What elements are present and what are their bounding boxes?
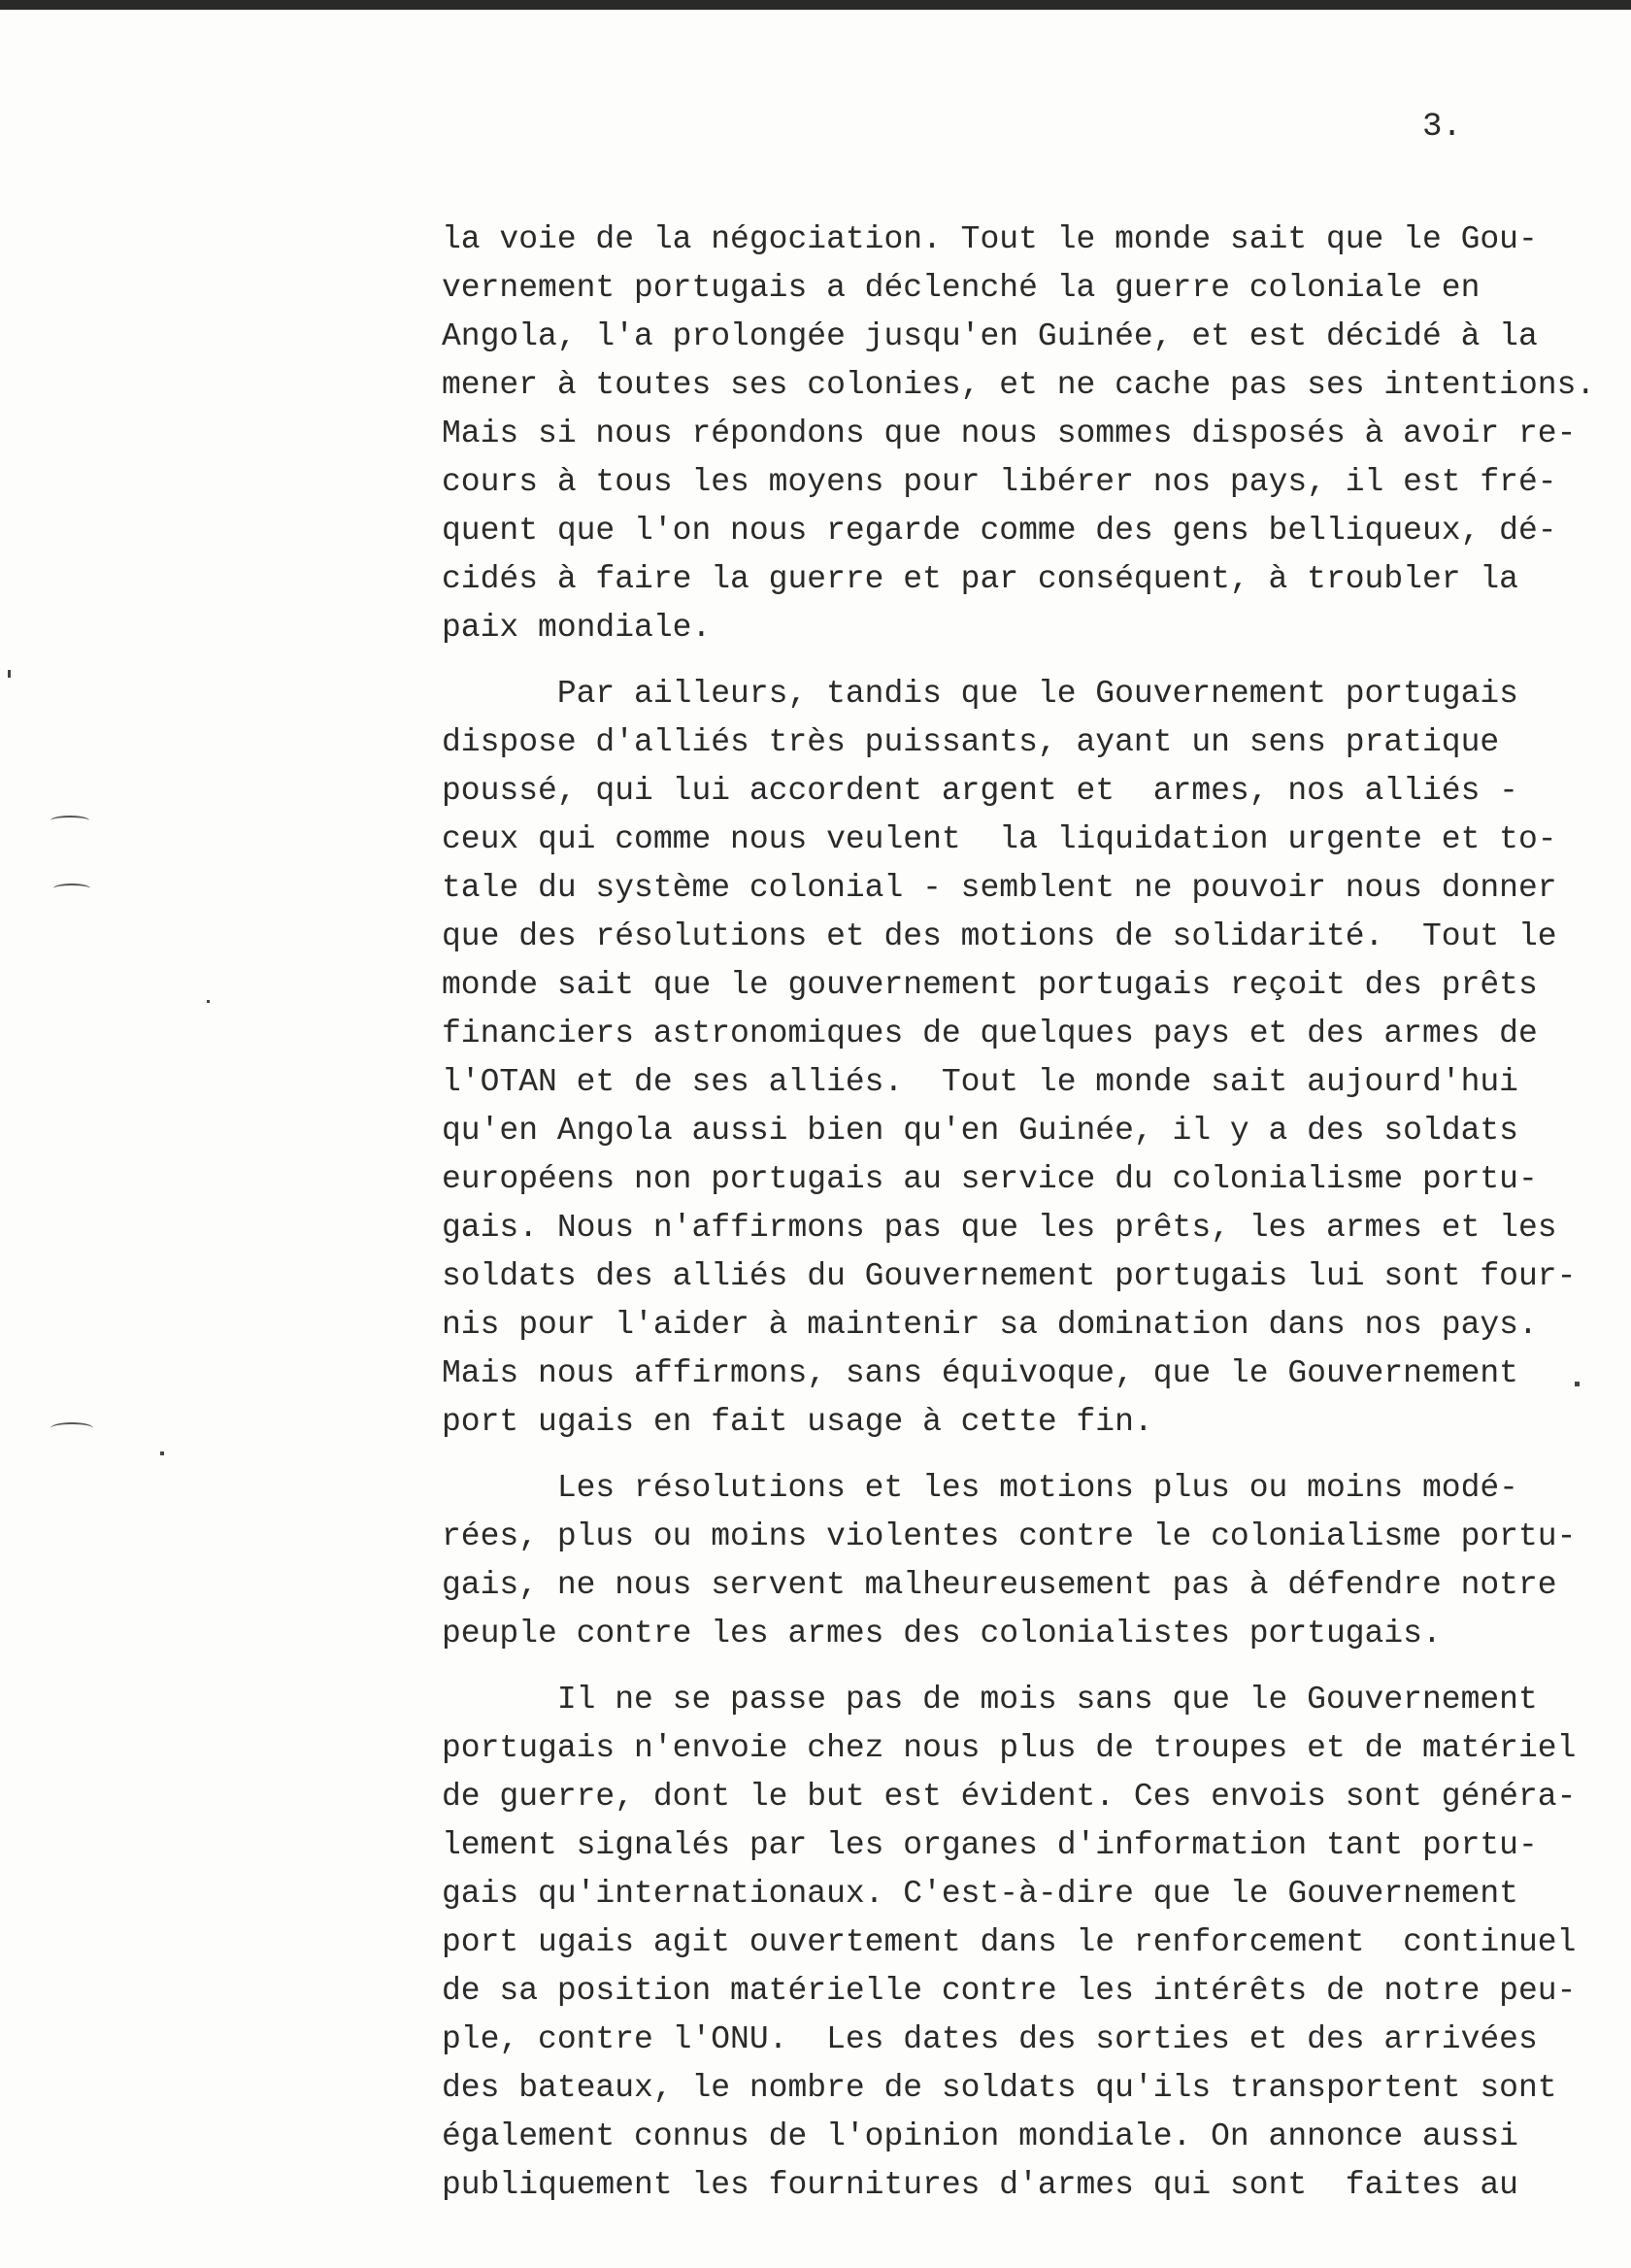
text-line: des bateaux, le nombre de soldats qu'ils transportent sont — [442, 2070, 1557, 2106]
text-line: portugais n'envoie chez nous plus de troupes et de matériel — [442, 1730, 1577, 1766]
text-line: rées, plus ou moins violentes contre le colonialisme portu- — [442, 1518, 1577, 1554]
text-line: la voie de la négociation. Tout le monde sait que le Gou- — [442, 221, 1538, 257]
paragraph — [442, 670, 1607, 1447]
text-line: Il ne se passe pas de mois sans que le Gouvernement — [442, 1682, 1538, 1718]
text-line: mener à toutes ses colonies, et ne cache pas ses intentions. — [442, 367, 1596, 403]
text-line: tale du système colonial - semblent ne pouvoir nous donner — [442, 870, 1557, 906]
text-line: Les résolutions et les motions plus ou moins modé- — [442, 1470, 1518, 1506]
text-line: européens non portugais au service du colonialisme portu- — [442, 1161, 1538, 1197]
text-line: gais qu'internationaux. C'est-à-dire que le Gouvernement — [442, 1876, 1518, 1912]
paragraph-gap — [442, 1447, 1607, 1464]
scan-mark — [50, 1422, 93, 1434]
text-line: monde sait que le gouvernement portugais reçoit des prêts — [442, 967, 1538, 1003]
paragraph-gap — [442, 652, 1607, 670]
scan-mark — [53, 884, 90, 893]
text-line: peuple contre les armes des colonialistes portugais. — [442, 1616, 1442, 1651]
text-line: de sa position matérielle contre les intérêts de notre peu- — [442, 1973, 1577, 2009]
paragraph — [442, 1676, 1607, 2210]
paragraph — [442, 216, 1607, 652]
paragraph-gap — [442, 1658, 1607, 1676]
text-line: gais, ne nous servent malheureusement pas à défendre notre — [442, 1567, 1557, 1603]
scan-mark — [50, 816, 89, 825]
document-body — [442, 216, 1607, 2210]
text-line: quent que l'on nous regarde comme des gens belliqueux, dé- — [442, 513, 1557, 549]
text-line: Mais nous affirmons, sans équivoque, que le Gouvernement — [442, 1355, 1518, 1391]
text-line: ceux qui comme nous veulent la liquidation urgente et to- — [442, 821, 1557, 857]
text-line: port ugais agit ouvertement dans le renforcement continuel — [442, 1924, 1577, 1960]
text-line: ple, contre l'ONU. Les dates des sorties et des arrivées — [442, 2021, 1538, 2057]
text-line: gais. Nous n'affirmons pas que les prêts, les armes et les — [442, 1210, 1557, 1246]
text-line: que des résolutions et des motions de solidarité. Tout le — [442, 918, 1557, 954]
text-line: soldats des alliés du Gouvernement portugais lui sont four- — [442, 1258, 1577, 1294]
scan-speck — [8, 670, 11, 678]
text-line: qu'en Angola aussi bien qu'en Guinée, il y a des soldats — [442, 1113, 1518, 1149]
text-line: également connus de l'opinion mondiale. On annonce aussi — [442, 2118, 1518, 2154]
text-line: l'OTAN et de ses alliés. Tout le monde sait aujourd'hui — [442, 1064, 1518, 1100]
text-line: Mais si nous répondons que nous sommes disposés à avoir re- — [442, 416, 1577, 451]
text-line: port ugais en fait usage à cette fin. — [442, 1404, 1153, 1440]
text-line: nis pour l'aider à maintenir sa domination dans nos pays. — [442, 1307, 1538, 1343]
text-line: cidés à faire la guerre et par conséquent, à troubler la — [442, 561, 1518, 597]
paragraph — [442, 1464, 1607, 1658]
text-line: cours à tous les moyens pour libérer nos pays, il est fré- — [442, 464, 1557, 500]
text-line: Par ailleurs, tandis que le Gouvernement portugais — [442, 676, 1518, 712]
text-line: lement signalés par les organes d'information tant portu- — [442, 1827, 1538, 1863]
scan-speck — [160, 1451, 164, 1455]
scan-speck — [1575, 1382, 1580, 1386]
text-line: Angola, l'a prolongée jusqu'en Guinée, et est décidé à la — [442, 318, 1538, 354]
text-line: financiers astronomiques de quelques pays et des armes de — [442, 1016, 1538, 1051]
text-line: dispose d'alliés très puissants, ayant un sens pratique — [442, 724, 1500, 760]
text-line: publiquement les fournitures d'armes qui sont faites au — [442, 2167, 1518, 2203]
top-border-rule — [0, 0, 1631, 10]
page-number: 3. — [1422, 109, 1462, 146]
text-line: paix mondiale. — [442, 610, 712, 646]
text-line: de guerre, dont le but est évident. Ces envois sont généra- — [442, 1779, 1577, 1815]
text-line: poussé, qui lui accordent argent et armes, nos alliés - — [442, 773, 1518, 809]
scan-speck — [207, 1000, 210, 1003]
text-line: vernement portugais a déclenché la guerre coloniale en — [442, 270, 1481, 306]
